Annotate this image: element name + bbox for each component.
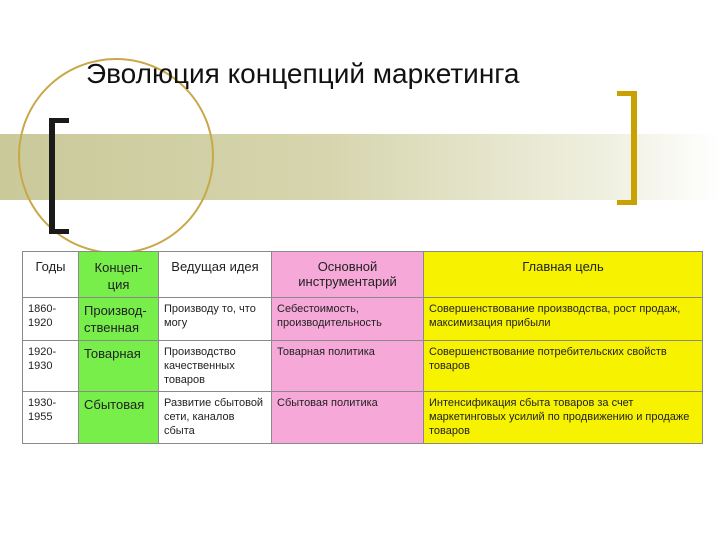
table-row (23, 341, 703, 392)
cell-goal: Совершенствование потребительских свойств товаров (424, 341, 703, 392)
cell-tools: Товарная политика (272, 341, 424, 392)
header-years: Годы (23, 252, 79, 298)
cell-years: 1860-1920 (23, 298, 79, 341)
table-header-row (23, 252, 703, 298)
right-bracket-decoration (617, 91, 637, 205)
marketing-concepts-table (22, 251, 703, 444)
cell-years: 1930-1955 (23, 392, 79, 444)
cell-tools: Сбытовая политика (272, 392, 424, 444)
cell-idea: Развитие сбытовой сети, каналов сбыта (159, 392, 272, 444)
cell-concept: Сбытовая (79, 392, 159, 444)
cell-years: 1920-1930 (23, 341, 79, 392)
slide-title: Эволюция концепций маркетинга (86, 58, 520, 89)
cell-idea: Производство качественных товаров (159, 341, 272, 392)
cell-tools: Себестоимость, производительность (272, 298, 424, 341)
header-tools: Основной инструментарий (272, 252, 424, 298)
cell-concept: Товарная (79, 341, 159, 392)
table-row (23, 392, 703, 444)
header-goal: Главная цель (424, 252, 703, 298)
cell-concept: Производ-ственная (79, 298, 159, 341)
header-concept: Концеп-ция (79, 252, 159, 298)
cell-goal: Интенсификация сбыта товаров за счет маркетинговых усилий по продвижению и продаже товаров (424, 392, 703, 444)
cell-goal: Совершенствование производства, рост продаж, максимизация прибыли (424, 298, 703, 341)
cell-idea: Производу то, что могу (159, 298, 272, 341)
table-row (23, 298, 703, 341)
header-idea: Ведущая идея (159, 252, 272, 298)
left-bracket-decoration (49, 118, 69, 234)
